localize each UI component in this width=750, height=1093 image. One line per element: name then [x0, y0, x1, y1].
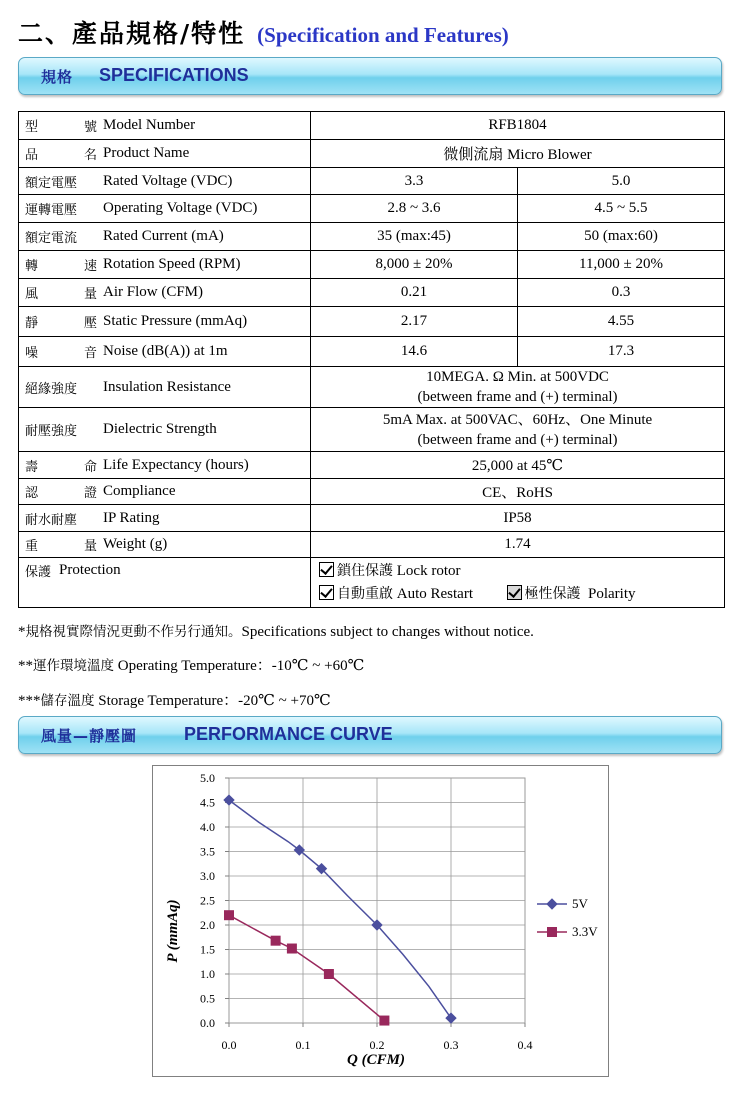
spec-value-line1: 10MEGA. Ω Min. at 500VDC — [426, 369, 609, 385]
y-tick-label: 0.5 — [200, 991, 215, 1006]
spec-row-product-name — [19, 140, 725, 168]
note-storage-temperature: ***儲存溫度 Storage Temperature：-20℃ ~ +70℃ — [18, 693, 331, 709]
spec-label-en: Rotation Speed (RPM) — [103, 256, 241, 272]
y-tick-label: 2.5 — [200, 893, 215, 908]
spec-label-en: Insulation Resistance — [103, 378, 231, 395]
spec-value-5v: 4.5 ~ 5.5 — [518, 195, 725, 223]
spec-label-zh: 保護 — [25, 565, 52, 580]
y-tick-label: 1.5 — [200, 942, 215, 957]
spec-value-5v: 0.3 — [518, 279, 725, 307]
spec-label-en: Static Pressure (mmAq) — [103, 313, 248, 329]
spec-row-rated-voltage — [19, 168, 725, 195]
protection-option-row2 — [319, 583, 718, 606]
protection-option-auto-restart: 自動重啟 Auto Restart — [319, 586, 473, 602]
spec-value — [311, 367, 725, 408]
spec-value: CE、RoHS — [311, 479, 725, 505]
spec-value-3v3: 2.17 — [311, 307, 518, 337]
spec-value: IP58 — [311, 505, 725, 532]
spec-label-en: IP Rating — [103, 509, 160, 526]
spec-row-life — [19, 452, 725, 479]
spec-label-zh: 轉速 — [25, 259, 97, 274]
spec-label-en: Operating Voltage (VDC) — [103, 200, 258, 216]
spec-row-model — [19, 112, 725, 140]
spec-row-compliance — [19, 479, 725, 505]
spec-table — [18, 111, 725, 608]
spec-label-zh: 型號 — [25, 120, 97, 135]
spec-value-5v: 5.0 — [518, 168, 725, 195]
performance-curve-banner — [18, 716, 722, 754]
spec-label-zh: 絕緣強度 — [25, 381, 78, 397]
spec-label-zh: 靜壓 — [25, 316, 97, 331]
spec-value: 1.74 — [311, 532, 725, 558]
spec-label-en: Model Number — [103, 117, 196, 133]
spec-label-zh: 認證 — [25, 486, 97, 501]
spec-row-noise — [19, 337, 725, 367]
spec-label-en: Protection — [59, 562, 121, 578]
spec-row-protection — [19, 558, 725, 608]
protection-options — [311, 558, 725, 608]
spec-value-line1: 5mA Max. at 500VAC、60Hz、One Minute — [382, 411, 653, 428]
note-operating-temperature: **運作環境溫度 Operating Temperature：-10℃ ~ +60℃ — [18, 658, 365, 674]
note-specifications-change: *規格視實際情況更動不作另行通知。Specifications subject to changes without notice. — [18, 624, 534, 640]
x-tick-label: 0.4 — [517, 1038, 533, 1052]
data-point-3.3v — [380, 1016, 389, 1025]
spec-row-weight — [19, 532, 725, 558]
spec-value-3v3: 3.3 — [311, 168, 518, 195]
x-tick-label: 0.3 — [443, 1038, 459, 1052]
legend-label-3.3v: 3.3V — [572, 924, 598, 939]
spec-row-air-flow — [19, 279, 725, 307]
y-axis-title: P (mmAq) — [165, 899, 181, 963]
x-tick-label: 0.0 — [221, 1038, 237, 1052]
spec-label-zh: 重量 — [25, 539, 97, 554]
spec-value-5v: 4.55 — [518, 307, 725, 337]
spec-label-zh: 風量 — [25, 287, 97, 302]
spec-value-5v: 11,000 ± 20% — [518, 251, 725, 279]
y-tick-label: 3.0 — [200, 869, 215, 883]
y-tick-label: 3.5 — [200, 844, 215, 859]
spec-value-5v: 50 (max:60) — [518, 223, 725, 251]
chart-svg — [153, 766, 610, 1078]
performance-curve-banner-zh: 風量—靜壓圖 — [41, 727, 138, 745]
spec-value: RFB1804 — [311, 112, 725, 140]
spec-value-3v3: 0.21 — [311, 279, 518, 307]
protection-option-lock-rotor: 鎖住保護 Lock rotor — [319, 560, 718, 583]
spec-row-operating-voltage — [19, 195, 725, 223]
specifications-banner — [18, 57, 722, 95]
protection-option-polarity: 極性保護 Polarity — [507, 586, 636, 602]
page-title-en: (Specification and Features) — [257, 23, 509, 47]
spec-label-zh: 運轉電壓 — [25, 203, 78, 218]
spec-label-en: Life Expectancy (hours) — [103, 456, 249, 473]
specifications-banner-zh: 規格 — [41, 68, 74, 86]
spec-label-zh: 耐壓強度 — [25, 424, 78, 439]
spec-label-en: Compliance — [103, 483, 176, 499]
spec-label-zh: 額定電流 — [25, 231, 78, 246]
spec-label-en: Noise (dB(A)) at 1m — [103, 343, 228, 359]
spec-value: 25,000 at 45℃ — [311, 452, 725, 479]
spec-row-static-pressure — [19, 307, 725, 337]
spec-label-en: Product Name — [103, 145, 190, 161]
y-tick-label: 0.0 — [200, 1016, 215, 1030]
y-tick-label: 2.0 — [200, 918, 215, 932]
y-tick-label: 1.0 — [200, 967, 215, 981]
legend-marker-5v — [547, 899, 557, 909]
y-tick-label: 4.5 — [200, 795, 215, 810]
spec-label-zh: 額定電壓 — [25, 175, 78, 191]
spec-value-line2: (between frame and (+) terminal) — [417, 431, 618, 448]
spec-label-en: Weight (g) — [103, 536, 168, 552]
specifications-banner-en: SPECIFICATIONS — [99, 65, 249, 85]
spec-label-en: Rated Voltage (VDC) — [103, 172, 233, 189]
page-title-zh: 二、產品規格/特性 — [18, 19, 246, 48]
spec-label-en: Rated Current (mA) — [103, 228, 224, 244]
spec-row-rated-current — [19, 223, 725, 251]
spec-value-3v3: 14.6 — [311, 337, 518, 367]
spec-value-5v: 17.3 — [518, 337, 725, 367]
x-axis-title: Q (CFM) — [347, 1052, 405, 1068]
y-tick-label: 4.0 — [200, 820, 215, 834]
spec-row-dielectric — [19, 408, 725, 452]
data-point-3.3v — [225, 911, 234, 920]
spec-label-zh: 品名 — [25, 148, 97, 163]
legend-marker-3.3v — [548, 928, 557, 937]
spec-value: 微側流扇 Micro Blower — [311, 140, 725, 168]
data-point-3.3v — [324, 970, 333, 979]
spec-value-3v3: 2.8 ~ 3.6 — [311, 195, 518, 223]
y-tick-label: 5.0 — [200, 771, 215, 785]
spec-row-insulation — [19, 367, 725, 408]
spec-label-zh: 壽命 — [25, 459, 97, 475]
data-point-3.3v — [271, 936, 280, 945]
page-title — [18, 14, 509, 50]
spec-value-3v3: 35 (max:45) — [311, 223, 518, 251]
spec-label-zh: 噪音 — [25, 346, 97, 361]
legend-label-5v: 5V — [572, 896, 588, 911]
x-tick-label: 0.2 — [369, 1038, 385, 1052]
checkbox-checked-icon — [319, 562, 334, 577]
checkbox-checked-icon — [319, 585, 334, 600]
spec-label-en: Air Flow (CFM) — [103, 284, 204, 300]
spec-label-en: Dielectric Strength — [103, 421, 217, 437]
performance-curve-banner-en: PERFORMANCE CURVE — [184, 724, 393, 744]
spec-row-rotation-speed — [19, 251, 725, 279]
spec-label-zh: 耐水耐塵 — [25, 512, 78, 528]
x-tick-label: 0.1 — [295, 1038, 311, 1052]
checkbox-checked-icon — [507, 585, 522, 600]
performance-curve-chart — [152, 765, 609, 1077]
spec-value-3v3: 8,000 ± 20% — [311, 251, 518, 279]
spec-value — [311, 408, 725, 452]
data-point-3.3v — [287, 944, 296, 953]
spec-row-ip-rating — [19, 505, 725, 532]
spec-value-line2: (between frame and (+) terminal) — [417, 389, 618, 405]
